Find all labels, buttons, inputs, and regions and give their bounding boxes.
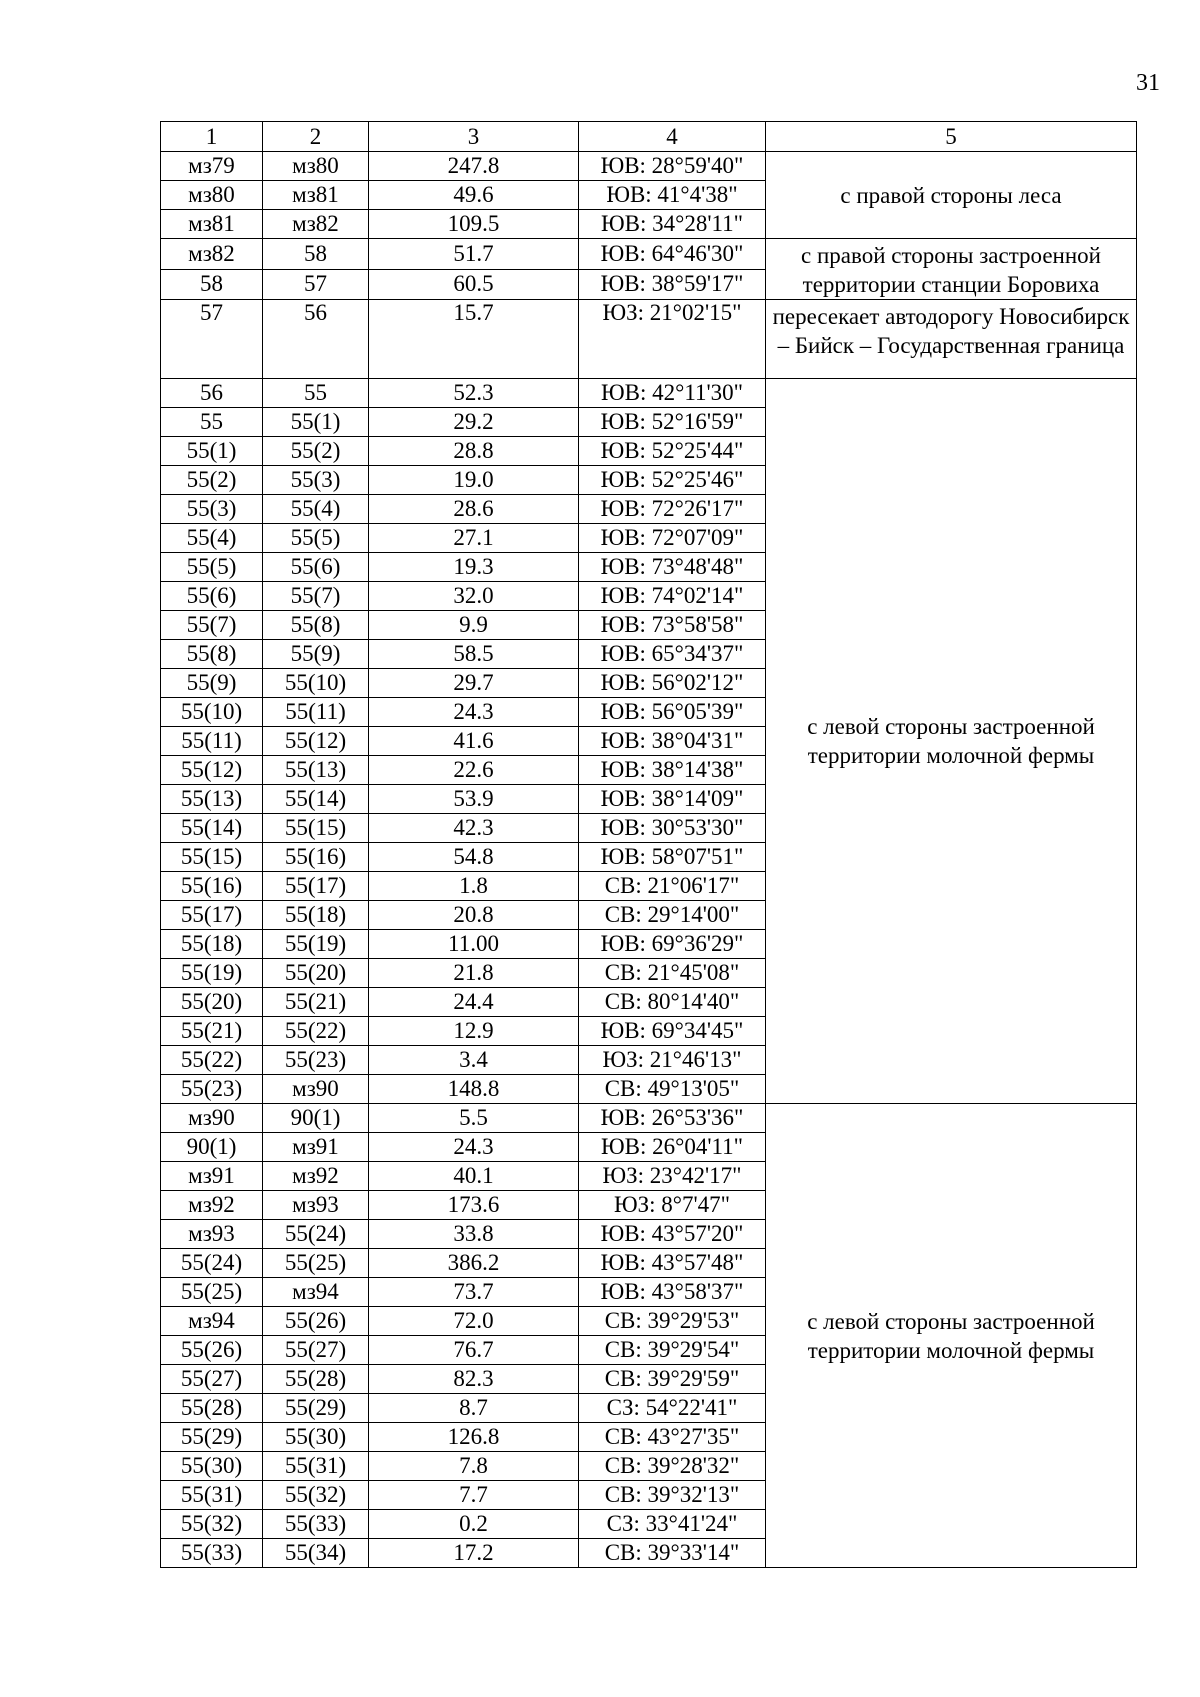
to-point-cell: 55(10) bbox=[263, 669, 369, 698]
from-point-cell: 55(11) bbox=[161, 727, 263, 756]
from-point-cell: 55(15) bbox=[161, 843, 263, 872]
to-point-cell: 55(17) bbox=[263, 872, 369, 901]
distance-cell: 40.1 bbox=[369, 1162, 579, 1191]
from-point-cell: мз90 bbox=[161, 1104, 263, 1133]
bearing-cell: СЗ: 54°22'41" bbox=[579, 1394, 766, 1423]
to-point-cell: 55(21) bbox=[263, 988, 369, 1017]
from-point-cell: 55(1) bbox=[161, 437, 263, 466]
bearing-cell: ЮВ: 30°53'30" bbox=[579, 814, 766, 843]
bearing-cell: ЮВ: 43°58'37" bbox=[579, 1278, 766, 1307]
bearing-cell: ЮВ: 38°04'31" bbox=[579, 727, 766, 756]
bearing-cell: ЮВ: 52°25'44" bbox=[579, 437, 766, 466]
distance-cell: 32.0 bbox=[369, 582, 579, 611]
description-cell: с левой стороны застроенной территории молочной фермы bbox=[766, 1104, 1137, 1568]
to-point-cell: 55(13) bbox=[263, 756, 369, 785]
distance-cell: 76.7 bbox=[369, 1336, 579, 1365]
to-point-cell: мз80 bbox=[263, 152, 369, 181]
page-number: 31 bbox=[1136, 70, 1160, 96]
distance-cell: 53.9 bbox=[369, 785, 579, 814]
to-point-cell: 55(20) bbox=[263, 959, 369, 988]
bearing-cell: ЮВ: 38°14'09" bbox=[579, 785, 766, 814]
distance-cell: 19.3 bbox=[369, 553, 579, 582]
distance-cell: 51.7 bbox=[369, 239, 579, 270]
from-point-cell: 55(9) bbox=[161, 669, 263, 698]
from-point-cell: 55 bbox=[161, 408, 263, 437]
distance-cell: 60.5 bbox=[369, 269, 579, 300]
to-point-cell: мз93 bbox=[263, 1191, 369, 1220]
to-point-cell: 55(6) bbox=[263, 553, 369, 582]
bearing-cell: ЮВ: 52°25'46" bbox=[579, 466, 766, 495]
table-row bbox=[161, 300, 1137, 379]
from-point-cell: 55(19) bbox=[161, 959, 263, 988]
description-cell: с левой стороны застроенной территории молочной фермы bbox=[766, 379, 1137, 1104]
from-point-cell: мз79 bbox=[161, 152, 263, 181]
distance-cell: 386.2 bbox=[369, 1249, 579, 1278]
header-row bbox=[161, 122, 1137, 152]
distance-cell: 126.8 bbox=[369, 1423, 579, 1452]
from-point-cell: 55(32) bbox=[161, 1510, 263, 1539]
distance-cell: 73.7 bbox=[369, 1278, 579, 1307]
bearing-cell: ЮВ: 28°59'40" bbox=[579, 152, 766, 181]
from-point-cell: 55(25) bbox=[161, 1278, 263, 1307]
bearing-cell: ЮВ: 42°11'30" bbox=[579, 379, 766, 408]
distance-cell: 7.7 bbox=[369, 1481, 579, 1510]
to-point-cell: 90(1) bbox=[263, 1104, 369, 1133]
to-point-cell: 56 bbox=[263, 300, 369, 379]
from-point-cell: 55(6) bbox=[161, 582, 263, 611]
from-point-cell: 55(22) bbox=[161, 1046, 263, 1075]
distance-cell: 22.6 bbox=[369, 756, 579, 785]
distance-cell: 28.6 bbox=[369, 495, 579, 524]
bearing-cell: СВ: 80°14'40" bbox=[579, 988, 766, 1017]
table-row bbox=[161, 379, 1137, 408]
from-point-cell: 55(18) bbox=[161, 930, 263, 959]
bearing-cell: ЮВ: 26°04'11" bbox=[579, 1133, 766, 1162]
from-point-cell: мз82 bbox=[161, 239, 263, 270]
from-point-cell: 58 bbox=[161, 269, 263, 300]
distance-cell: 72.0 bbox=[369, 1307, 579, 1336]
distance-cell: 3.4 bbox=[369, 1046, 579, 1075]
table-body bbox=[161, 152, 1137, 1568]
from-point-cell: 55(3) bbox=[161, 495, 263, 524]
bearing-cell: ЮВ: 43°57'20" bbox=[579, 1220, 766, 1249]
boundary-table bbox=[160, 121, 1137, 1568]
from-point-cell: 56 bbox=[161, 379, 263, 408]
to-point-cell: 55(29) bbox=[263, 1394, 369, 1423]
bearing-cell: ЮВ: 64°46'30" bbox=[579, 239, 766, 270]
from-point-cell: 55(31) bbox=[161, 1481, 263, 1510]
from-point-cell: мз94 bbox=[161, 1307, 263, 1336]
header-col-4: 4 bbox=[579, 122, 766, 152]
bearing-cell: ЮВ: 34°28'11" bbox=[579, 210, 766, 239]
distance-cell: 21.8 bbox=[369, 959, 579, 988]
distance-cell: 148.8 bbox=[369, 1075, 579, 1104]
from-point-cell: мз91 bbox=[161, 1162, 263, 1191]
to-point-cell: 55(34) bbox=[263, 1539, 369, 1568]
from-point-cell: 55(8) bbox=[161, 640, 263, 669]
distance-cell: 8.7 bbox=[369, 1394, 579, 1423]
bearing-cell: СВ: 39°29'53" bbox=[579, 1307, 766, 1336]
to-point-cell: мз94 bbox=[263, 1278, 369, 1307]
distance-cell: 58.5 bbox=[369, 640, 579, 669]
bearing-cell: ЮВ: 73°48'48" bbox=[579, 553, 766, 582]
bearing-cell: СВ: 39°33'14" bbox=[579, 1539, 766, 1568]
description-cell: с правой стороны леса bbox=[766, 152, 1137, 239]
table-row bbox=[161, 152, 1137, 181]
table-row bbox=[161, 1104, 1137, 1133]
distance-cell: 42.3 bbox=[369, 814, 579, 843]
distance-cell: 0.2 bbox=[369, 1510, 579, 1539]
header-col-2: 2 bbox=[263, 122, 369, 152]
to-point-cell: мз91 bbox=[263, 1133, 369, 1162]
to-point-cell: 55(18) bbox=[263, 901, 369, 930]
to-point-cell: 55(28) bbox=[263, 1365, 369, 1394]
distance-cell: 49.6 bbox=[369, 181, 579, 210]
from-point-cell: 55(23) bbox=[161, 1075, 263, 1104]
bearing-cell: СВ: 29°14'00" bbox=[579, 901, 766, 930]
to-point-cell: 55(12) bbox=[263, 727, 369, 756]
bearing-cell: СВ: 39°32'13" bbox=[579, 1481, 766, 1510]
distance-cell: 5.5 bbox=[369, 1104, 579, 1133]
from-point-cell: 55(21) bbox=[161, 1017, 263, 1046]
to-point-cell: 55(23) bbox=[263, 1046, 369, 1075]
from-point-cell: 55(24) bbox=[161, 1249, 263, 1278]
to-point-cell: мз92 bbox=[263, 1162, 369, 1191]
bearing-cell: СВ: 21°45'08" bbox=[579, 959, 766, 988]
from-point-cell: 55(30) bbox=[161, 1452, 263, 1481]
bearing-cell: ЮВ: 58°07'51" bbox=[579, 843, 766, 872]
distance-cell: 15.7 bbox=[369, 300, 579, 379]
from-point-cell: 57 bbox=[161, 300, 263, 379]
from-point-cell: мз80 bbox=[161, 181, 263, 210]
to-point-cell: 55(9) bbox=[263, 640, 369, 669]
to-point-cell: 55(15) bbox=[263, 814, 369, 843]
distance-cell: 1.8 bbox=[369, 872, 579, 901]
to-point-cell: 55(1) bbox=[263, 408, 369, 437]
bearing-cell: ЮВ: 43°57'48" bbox=[579, 1249, 766, 1278]
from-point-cell: 55(14) bbox=[161, 814, 263, 843]
distance-cell: 52.3 bbox=[369, 379, 579, 408]
to-point-cell: 55(30) bbox=[263, 1423, 369, 1452]
bearing-cell: ЮВ: 73°58'58" bbox=[579, 611, 766, 640]
bearing-cell: ЮЗ: 21°46'13" bbox=[579, 1046, 766, 1075]
header-col-5: 5 bbox=[766, 122, 1137, 152]
distance-cell: 82.3 bbox=[369, 1365, 579, 1394]
bearing-cell: ЮВ: 41°4'38" bbox=[579, 181, 766, 210]
distance-cell: 17.2 bbox=[369, 1539, 579, 1568]
to-point-cell: 55 bbox=[263, 379, 369, 408]
bearing-cell: СВ: 43°27'35" bbox=[579, 1423, 766, 1452]
description-cell: пересекает автодорогу Новосибирск – Бийск – Государственная граница bbox=[766, 300, 1137, 379]
from-point-cell: 55(2) bbox=[161, 466, 263, 495]
to-point-cell: 57 bbox=[263, 269, 369, 300]
bearing-cell: СВ: 39°29'59" bbox=[579, 1365, 766, 1394]
bearing-cell: СЗ: 33°41'24" bbox=[579, 1510, 766, 1539]
to-point-cell: 55(25) bbox=[263, 1249, 369, 1278]
to-point-cell: 55(11) bbox=[263, 698, 369, 727]
distance-cell: 7.8 bbox=[369, 1452, 579, 1481]
bearing-cell: ЮВ: 56°02'12" bbox=[579, 669, 766, 698]
to-point-cell: 55(22) bbox=[263, 1017, 369, 1046]
from-point-cell: 55(29) bbox=[161, 1423, 263, 1452]
distance-cell: 24.3 bbox=[369, 698, 579, 727]
from-point-cell: мз81 bbox=[161, 210, 263, 239]
to-point-cell: мз90 bbox=[263, 1075, 369, 1104]
distance-cell: 29.7 bbox=[369, 669, 579, 698]
to-point-cell: мз81 bbox=[263, 181, 369, 210]
to-point-cell: 55(32) bbox=[263, 1481, 369, 1510]
from-point-cell: 55(16) bbox=[161, 872, 263, 901]
bearing-cell: ЮВ: 26°53'36" bbox=[579, 1104, 766, 1133]
from-point-cell: мз92 bbox=[161, 1191, 263, 1220]
bearing-cell: ЮЗ: 8°7'47" bbox=[579, 1191, 766, 1220]
to-point-cell: 58 bbox=[263, 239, 369, 270]
to-point-cell: 55(5) bbox=[263, 524, 369, 553]
to-point-cell: 55(26) bbox=[263, 1307, 369, 1336]
to-point-cell: 55(4) bbox=[263, 495, 369, 524]
header-col-3: 3 bbox=[369, 122, 579, 152]
distance-cell: 24.4 bbox=[369, 988, 579, 1017]
to-point-cell: 55(33) bbox=[263, 1510, 369, 1539]
to-point-cell: мз82 bbox=[263, 210, 369, 239]
distance-cell: 247.8 bbox=[369, 152, 579, 181]
from-point-cell: 55(28) bbox=[161, 1394, 263, 1423]
distance-cell: 12.9 bbox=[369, 1017, 579, 1046]
to-point-cell: 55(31) bbox=[263, 1452, 369, 1481]
bearing-cell: ЮВ: 52°16'59" bbox=[579, 408, 766, 437]
distance-cell: 28.8 bbox=[369, 437, 579, 466]
bearing-cell: ЮВ: 38°59'17" bbox=[579, 269, 766, 300]
header-col-1: 1 bbox=[161, 122, 263, 152]
bearing-cell: ЮЗ: 23°42'17" bbox=[579, 1162, 766, 1191]
distance-cell: 33.8 bbox=[369, 1220, 579, 1249]
bearing-cell: ЮВ: 38°14'38" bbox=[579, 756, 766, 785]
to-point-cell: 55(24) bbox=[263, 1220, 369, 1249]
to-point-cell: 55(3) bbox=[263, 466, 369, 495]
bearing-cell: СВ: 39°29'54" bbox=[579, 1336, 766, 1365]
to-point-cell: 55(16) bbox=[263, 843, 369, 872]
distance-cell: 109.5 bbox=[369, 210, 579, 239]
distance-cell: 9.9 bbox=[369, 611, 579, 640]
from-point-cell: 55(12) bbox=[161, 756, 263, 785]
bearing-cell: СВ: 21°06'17" bbox=[579, 872, 766, 901]
from-point-cell: 55(4) bbox=[161, 524, 263, 553]
from-point-cell: 55(33) bbox=[161, 1539, 263, 1568]
from-point-cell: 55(13) bbox=[161, 785, 263, 814]
distance-cell: 19.0 bbox=[369, 466, 579, 495]
from-point-cell: 55(17) bbox=[161, 901, 263, 930]
from-point-cell: 55(5) bbox=[161, 553, 263, 582]
bearing-cell: ЮВ: 65°34'37" bbox=[579, 640, 766, 669]
to-point-cell: 55(2) bbox=[263, 437, 369, 466]
distance-cell: 27.1 bbox=[369, 524, 579, 553]
bearing-cell: ЮВ: 72°07'09" bbox=[579, 524, 766, 553]
bearing-cell: ЮЗ: 21°02'15" bbox=[579, 300, 766, 379]
bearing-cell: ЮВ: 69°36'29" bbox=[579, 930, 766, 959]
description-cell: с правой стороны застроенной территории станции Боровиха bbox=[766, 239, 1137, 300]
bearing-cell: СВ: 39°28'32" bbox=[579, 1452, 766, 1481]
to-point-cell: 55(8) bbox=[263, 611, 369, 640]
distance-cell: 20.8 bbox=[369, 901, 579, 930]
to-point-cell: 55(27) bbox=[263, 1336, 369, 1365]
distance-cell: 54.8 bbox=[369, 843, 579, 872]
distance-cell: 41.6 bbox=[369, 727, 579, 756]
from-point-cell: мз93 bbox=[161, 1220, 263, 1249]
distance-cell: 11.00 bbox=[369, 930, 579, 959]
distance-cell: 29.2 bbox=[369, 408, 579, 437]
to-point-cell: 55(14) bbox=[263, 785, 369, 814]
table-row bbox=[161, 239, 1137, 270]
bearing-cell: СВ: 49°13'05" bbox=[579, 1075, 766, 1104]
bearing-cell: ЮВ: 72°26'17" bbox=[579, 495, 766, 524]
distance-cell: 173.6 bbox=[369, 1191, 579, 1220]
from-point-cell: 90(1) bbox=[161, 1133, 263, 1162]
bearing-cell: ЮВ: 74°02'14" bbox=[579, 582, 766, 611]
from-point-cell: 55(7) bbox=[161, 611, 263, 640]
from-point-cell: 55(27) bbox=[161, 1365, 263, 1394]
from-point-cell: 55(26) bbox=[161, 1336, 263, 1365]
from-point-cell: 55(10) bbox=[161, 698, 263, 727]
distance-cell: 24.3 bbox=[369, 1133, 579, 1162]
from-point-cell: 55(20) bbox=[161, 988, 263, 1017]
bearing-cell: ЮВ: 56°05'39" bbox=[579, 698, 766, 727]
bearing-cell: ЮВ: 69°34'45" bbox=[579, 1017, 766, 1046]
to-point-cell: 55(19) bbox=[263, 930, 369, 959]
to-point-cell: 55(7) bbox=[263, 582, 369, 611]
